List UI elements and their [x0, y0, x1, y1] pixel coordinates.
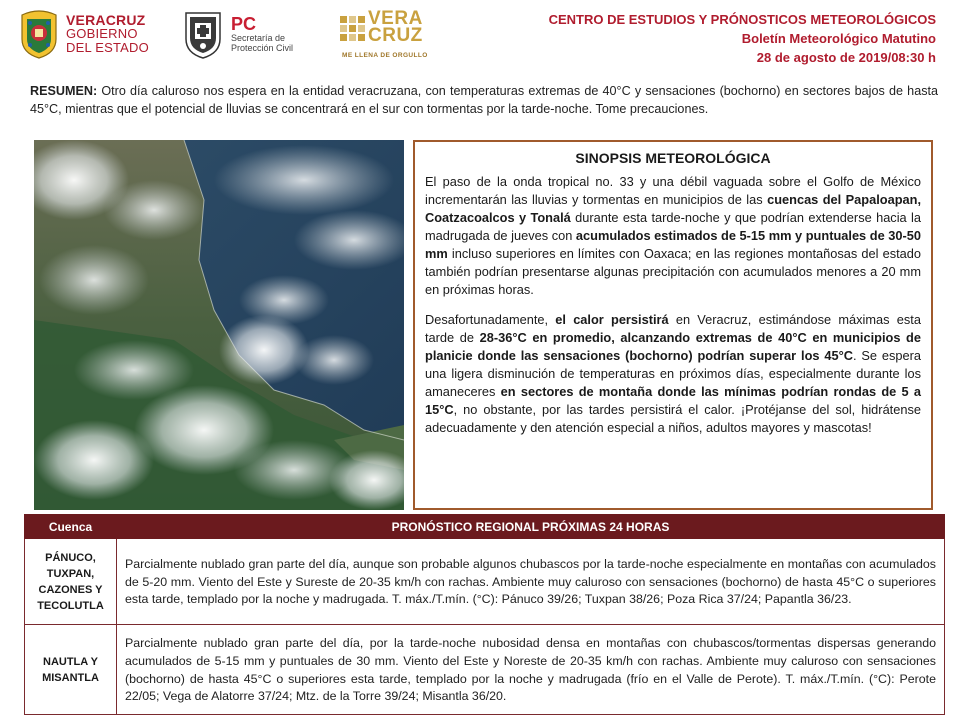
- pc-logo-text: [231, 15, 293, 53]
- synopsis-paragraph-2: [425, 311, 921, 437]
- brand-pattern-icon: [338, 14, 368, 44]
- syn-p2-b2: 28-36°C en promedio, alcanzando extremas de 40°C en municipios de planicie donde las sensaciones (bochorno) podrían superar los 45°C: [425, 330, 921, 363]
- brand-tagline: ME LLENA DE ORGULLO: [342, 52, 428, 59]
- synopsis-paragraph-1: [425, 173, 921, 299]
- proteccion-civil-shield-icon: [183, 9, 223, 59]
- synopsis-box: [413, 140, 933, 510]
- proteccion-civil-logo: [183, 8, 328, 60]
- gov-logo-line2: GOBIERNO: [66, 26, 138, 41]
- table-header-row: [25, 515, 945, 539]
- gov-logo-line1: VERACRUZ: [66, 12, 146, 28]
- brand-logo-text: [368, 10, 423, 44]
- cuenca-cell: NAUTLA Y MISANTLA: [25, 625, 117, 715]
- header-forecast: PRONÓSTICO REGIONAL PRÓXIMAS 24 HORAS: [117, 515, 945, 539]
- syn-p2-t4: , no obstante, por las tardes persistirá el calor. ¡Protéjanse del sol, hidrátense adecuadamente y den atención especial a niños, adultos mayores y mascotas!: [425, 402, 921, 435]
- header-cuenca: Cuenca: [25, 515, 117, 539]
- summary-paragraph: [30, 82, 938, 118]
- syn-p1-t2: durante esta tarde-noche y que podrían extenderse hacia la madrugada de jueves con: [425, 210, 921, 243]
- summary-label: RESUMEN:: [30, 84, 98, 98]
- gov-logo-line3: DEL ESTADO: [66, 40, 149, 55]
- cuenca-cell: PÁNUCO, TUXPAN, CAZONES Y TECOLUTLA: [25, 539, 117, 625]
- header: [0, 0, 960, 70]
- regional-forecast-table: [24, 514, 945, 715]
- bulletin-heading: [549, 10, 936, 67]
- brand-line1: VERA: [368, 8, 423, 29]
- syn-p2-b3: en sectores de montaña donde las mínimas podrían rondas de 5 a 15°C: [425, 384, 921, 417]
- brand-line2: CRUZ: [368, 25, 423, 46]
- bulletin-title: CENTRO DE ESTUDIOS Y PRÓNOSTICOS METEOROLÓGICOS: [548, 12, 936, 27]
- summary-text: Otro día caluroso nos espera en la entidad veracruzana, con temperaturas extremas de 40°C y sensaciones (bochorno) en sectores bajos de hasta 45°C, mientras que el potencial de lluvias se concentrará en el sur con tormentas por la tarde-noche. Tome precauciones.: [30, 84, 938, 116]
- bulletin-subtitle: Boletín Meteorológico Matutino: [741, 31, 936, 46]
- state-shield-icon: [18, 9, 60, 59]
- government-logo-text: [66, 13, 149, 55]
- syn-p2-t2: en Veracruz, estimándose máximas esta tarde de: [425, 312, 921, 345]
- syn-p2-b1: el calor persistirá: [555, 312, 669, 327]
- pc-acronym: PC: [231, 14, 257, 34]
- table-row: [25, 625, 945, 715]
- forecast-cell: Parcialmente nublado gran parte del día, por la tarde-noche nubosidad densa en montañas con chubascos/tormentas dispersas generando acumulados de 5-15 mm y puntuales de 30 mm. Viento del Este y Noreste de 20-35 km/h con rachas. Ambiente muy caluroso con sensaciones (bochorno) de hasta 45°C o superiores esta tarde, templado por la noche y madrugada (frío en el Valle de Perote). T. máx./T.mín. (°C): Perote 22/05; Vega de Alatorre 37/24; Mtz. de la Torre 39/24; Misantla 36/20.: [117, 625, 945, 715]
- syn-p1-t1: El paso de la onda tropical no. 33 y una débil vaguada sobre el Golfo de México incrementarán las lluvias y tormentas en municipios de las: [425, 174, 921, 207]
- syn-p2-t3: . Se espera una ligera disminución de temperaturas en próximos días, especialmente durante los amaneceres: [425, 348, 921, 399]
- syn-p1-b2: acumulados estimados de 5-15 mm y puntuales de 30-50 mm: [425, 228, 921, 261]
- forecast-cell: Parcialmente nublado gran parte del día, aunque son probable algunos chubascos por la tarde-noche especialmente en montañas con acumulados de 5-20 mm. Viento del Este y Sureste de 20-35 km/h con rachas. Ambiente muy caluroso con sensaciones (bochorno) de hasta 45°C o superiores esta tarde, templado por la noche y madrugada. T. máx./T.mín. (°C): Pánuco 39/26; Tuxpan 38/26; Poza Rica 37/24; Papantla 36/23.: [117, 539, 945, 625]
- syn-p1-t3: incluso superiores en límites con Oaxaca; en las regiones montañosas del estado también podrían presentarse algunas precipitación con acumulados menores a 20 mm en próximas horas.: [425, 246, 921, 297]
- pc-sub1: Secretaría de: [231, 33, 286, 43]
- satellite-image: [34, 140, 404, 510]
- synopsis-title: SINOPSIS METEOROLÓGICA: [575, 150, 771, 166]
- veracruz-government-logo: [18, 8, 168, 60]
- syn-p1-b1: cuencas del Papaloapan, Coatzacoalcos y Tonalá: [425, 192, 922, 225]
- syn-p2-t1: Desafortunadamente,: [425, 312, 556, 327]
- pc-sub2: Protección Civil: [231, 43, 294, 53]
- bulletin-date: 28 de agosto de 2019/08:30 h: [756, 50, 936, 65]
- veracruz-brand-logo: [338, 8, 438, 64]
- table-row: [25, 539, 945, 625]
